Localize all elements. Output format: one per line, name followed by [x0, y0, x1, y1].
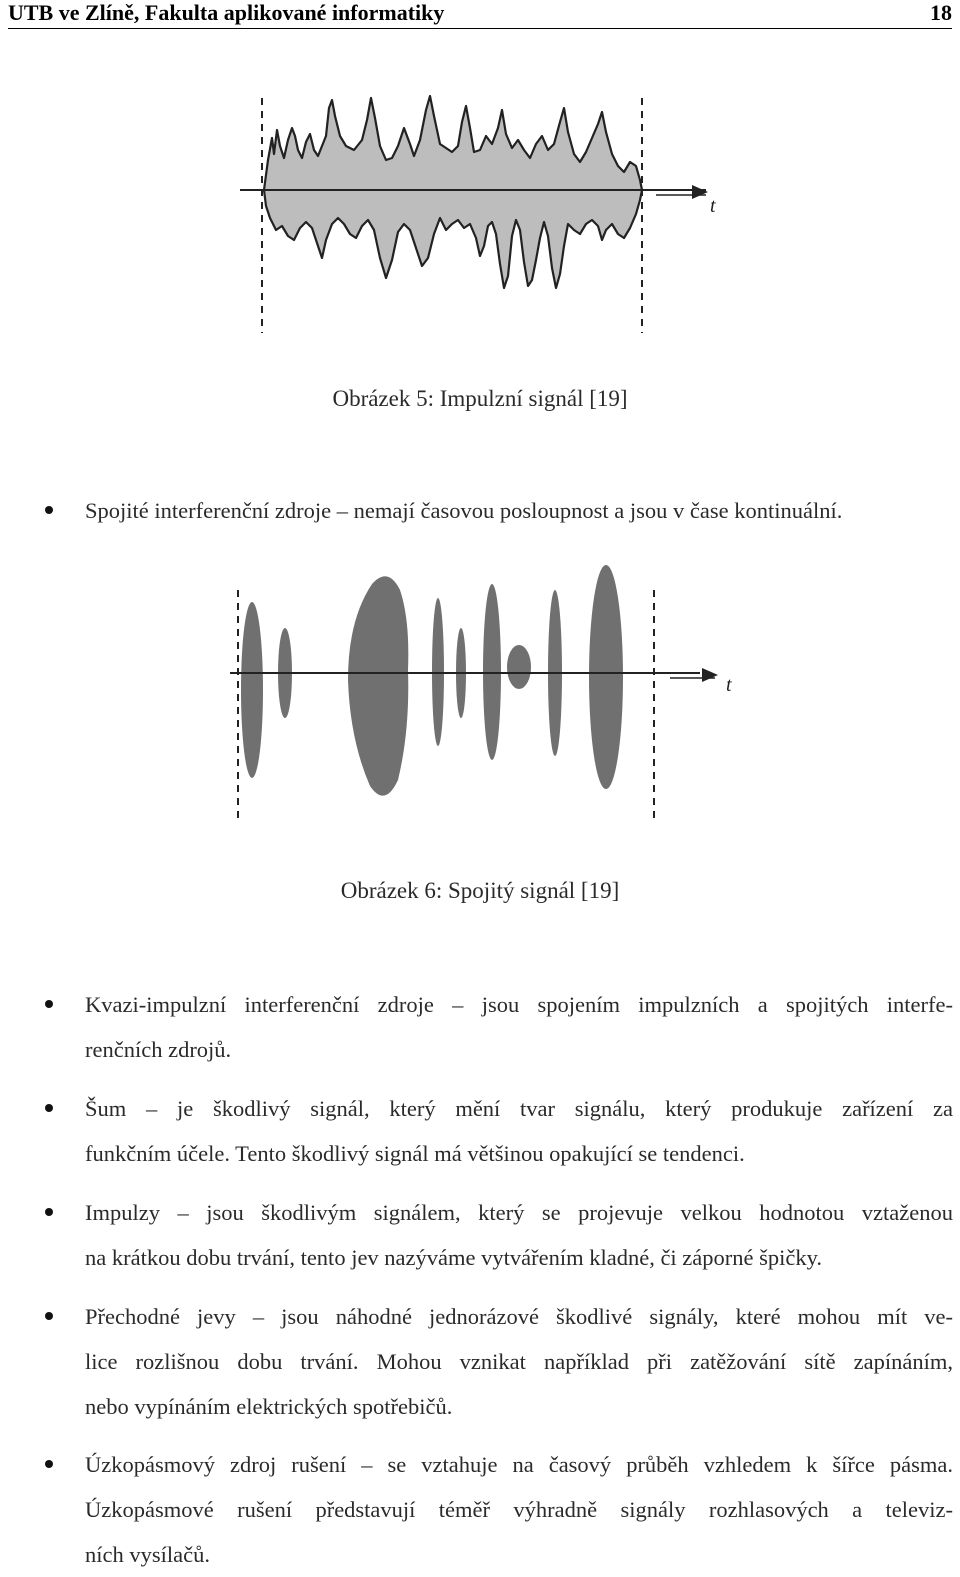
list-item-line: Úzkopásmový zdroj rušení – se vztahuje na časový průběh vzhledem k šířce pásma.: [85, 1452, 953, 1477]
bullet-icon: [45, 506, 53, 514]
signal-burst: [241, 602, 263, 778]
list-item: [85, 1190, 953, 1280]
list-item-line: funkčním účele. Tento škodlivý signál má většinou opakující se tendenci.: [85, 1141, 745, 1166]
list-item-line: na krátkou dobu trvání, tento jev nazýváme vytvářením kladné, či záporné špičky.: [85, 1245, 823, 1270]
list-item: [85, 488, 953, 533]
time-axis-label: t: [726, 674, 732, 696]
signal-burst: [507, 645, 531, 689]
impulse-signal-graphic: [236, 88, 726, 358]
bullet-icon: [45, 1312, 53, 1320]
page-header: [8, 0, 952, 29]
impulse-waveform: [264, 96, 642, 288]
list-item: [85, 1442, 953, 1577]
header-title: UTB ve Zlíně, Fakulta aplikované informatiky: [8, 0, 445, 25]
signal-burst: [348, 576, 408, 795]
list-item-line: lice rozlišnou dobu trvání. Mohou vznikat například při zatěžování sítě zapínáním,: [85, 1349, 953, 1374]
list-item: [85, 1086, 953, 1176]
list-item: [85, 1294, 953, 1429]
axis-arrow-icon: [692, 185, 708, 199]
list-item-line: Úzkopásmové rušení představují téměř výhradně signály rozhlasových a televiz-: [85, 1497, 953, 1522]
bullet-icon: [45, 1460, 53, 1468]
list-item: [85, 982, 953, 1072]
continuous-signal-graphic: [230, 560, 750, 850]
figure-impulse-signal: [236, 88, 726, 358]
bullet-icon: [45, 1000, 53, 1008]
page-number: 18: [930, 0, 952, 25]
list-item-line: Impulzy – jsou škodlivým signálem, který se projevuje velkou hodnotou vztaženou: [85, 1200, 953, 1225]
list-item-line: ních vysílačů.: [85, 1542, 210, 1567]
time-axis-label: t: [710, 195, 716, 217]
list-item-line: renčních zdrojů.: [85, 1037, 232, 1062]
figure6-caption: Obrázek 6: Spojitý signál [19]: [340, 878, 620, 903]
list-item-line: Kvazi-impulzní interferenční zdroje – jsou spojením impulzních a spojitých interfe-: [85, 992, 953, 1017]
list-item-line: nebo vypínáním elektrických spotřebičů.: [85, 1394, 453, 1419]
figure-continuous-signal: [230, 560, 750, 850]
signal-burst: [589, 565, 623, 789]
list-item-line: Přechodné jevy – jsou náhodné jednorázové škodlivé signály, které mohou mít ve-: [85, 1304, 953, 1329]
axis-arrow-icon: [702, 668, 718, 682]
list-item-line: Šum – je škodlivý signál, který mění tvar signálu, který produkuje zařízení za: [85, 1096, 953, 1121]
figure5-caption: Obrázek 5: Impulzní signál [19]: [332, 386, 628, 411]
bullet-icon: [45, 1104, 53, 1112]
list-item-line: Spojité interferenční zdroje – nemají časovou posloupnost a jsou v čase kontinuální.: [85, 498, 843, 523]
bullet-icon: [45, 1208, 53, 1216]
